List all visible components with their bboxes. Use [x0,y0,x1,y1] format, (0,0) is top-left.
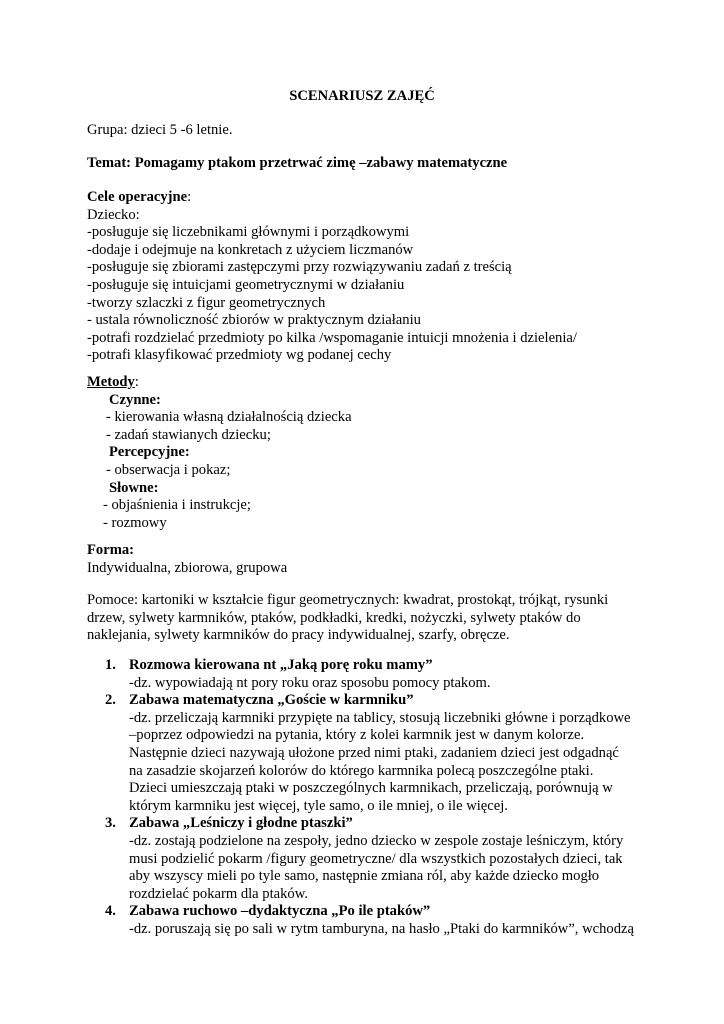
forma-heading: Forma: [87,542,135,558]
cele-item: -tworzy szlaczki z figur geometrycznych [87,294,326,311]
grupa-line: Grupa: dzieci 5 -6 letnie. [87,122,233,138]
slowne-heading: Słowne: [109,479,159,496]
czynne-item: - zadań stawianych dziecku; [106,426,271,443]
slowne-item: - rozmowy [103,514,167,531]
zabawa-item: 4. Zabawa ruchowo –dydaktyczna „Po ile ptaków” -dz. poruszają się po sali w rytm tamburyna, na hasło „Ptaki do karmników”, wchodzą [105,903,665,938]
pomoce-paragraph: Pomoce: kartoniki w kształcie figur geometrycznych: kwadrat, prostokąt, trójkąt, rysunki drzew, sylwety karmników, ptaków, podkładki, kredki, nożyczki, sylwety ptaków do naklejania, sylwety karmników do pracy indywidualnej, szarfy, obręcze. [87,592,609,644]
cele-section: Cele operacyjne: Dziecko: -posługuje się liczebnikami głównymi i porządkowymi -dodaje i odejmuje na konkretach z użyciem liczmanów -posługuje się zbiorami zastępczymi przy rozwiązywaniu zadań z treścią -posługuje się intuicjami geometrycznymi w działaniu -tworzy szlaczki z figur geometrycznych - ustala równoliczność zbiorów w praktycznym działaniu -potrafi rozdzielać przedmioty po kilka /wspomaganie intuicji mnożenia i dzielenia/ -potrafi klasyfikować przedmioty wg podanej cechy [87,189,647,365]
czynne-heading: Czynne: [109,391,161,408]
item-title: Zabawa „Leśniczy i głodne ptaszki” [129,815,353,832]
zabawa-item: 2. Zabawa matematyczna „Goście w karmniku” -dz. przeliczają karmniki przypięte na tablicy, stosują liczebniki główne i porządkowe –poprzez odpowiedzi na pytania, który z kolei karmnik jest w danym kolorze. Następnie dzieci nazywają ułożone przed nimi ptaki, zadaniem dzieci jest odgadnąć na zasadzie skojarzeń kolorów do którego karmnika polecą poszczególne ptaki. Dzieci umieszczają ptaki w poszczególnych karmnikach, przeliczają, porównują w którym karmniku jest więcej, tyle samo, o ile mniej, o ile więcej. [105,692,665,815]
percepcyjne-item: - obserwacja i pokaz; [106,461,231,478]
item-title: Rozmowa kierowana nt „Jaką porę roku mamy” [129,657,433,673]
item-number: 3. [105,815,116,832]
cele-item: -dodaje i odejmuje na konkretach z użyciem liczmanów [87,241,414,258]
temat-line: Temat: Pomagamy ptakom przetrwać zimę –zabawy matematyczne [87,155,508,171]
cele-heading: Cele operacyjne [87,189,188,205]
czynne-item: - kierowania własną działalnością dziecka [106,409,352,426]
forma-section [87,542,647,577]
zabawy-list [105,657,665,939]
slowne-item: - objaśnienia i instrukcje; [103,497,251,514]
percepcyjne-heading: Percepcyjne: [109,444,190,461]
item-title: Zabawa matematyczna „Goście w karmniku” [129,692,414,709]
cele-item: -posługuje się liczebnikami głównymi i porządkowymi [87,224,410,241]
cele-item: - ustala równoliczność zbiorów w praktycznym działaniu [87,312,421,329]
zabawa-item: 3. Zabawa „Leśniczy i głodne ptaszki” -dz. zostają podzielone na zespoły, jedno dziecko w zespole zostaje leśniczym, który musi podzielić pokarm /figury geometryczne/ dla wszystkich pozostałych dzieci, tak aby wszyscy mieli po tyle samo, następnie zmiana ról, aby każde dziecko mogło rozdzielać pokarm dla ptaków. [105,815,665,903]
metody-section: Metody: Czynne: - kierowania własną działalnością dziecka - zadań stawianych dziecku; Percepcyjne: - obserwacja i pokaz; Słowne: - objaśnienia i instrukcje; - rozmowy [87,374,647,532]
cele-item: -posługuje się zbiorami zastępczymi przy rozwiązywaniu zadań z treścią [87,259,512,276]
item-number: 1. [105,657,116,673]
cele-intro: Dziecko: [87,206,140,223]
metody-heading: Metody [87,374,135,390]
cele-item: -posługuje się intuicjami geometrycznymi w działaniu [87,276,405,293]
cele-item: -potrafi klasyfikować przedmioty wg podanej cechy [87,347,392,364]
item-number: 2. [105,692,116,709]
cele-item: -potrafi rozdzielać przedmioty po kilka /wspomaganie intuicji mnożenia i dzielenia/ [87,329,577,346]
item-number: 4. [105,903,116,920]
document-title: SCENARIUSZ ZAJĘĆ [289,88,435,104]
forma-value: Indywidualna, zbiorowa, grupowa [87,559,288,576]
zabawa-item: 1. Rozmowa kierowana nt „Jaką porę roku mamy” -dz. wypowiadają nt pory roku oraz sposobu pomocy ptakom. [105,657,665,692]
item-title: Zabawa ruchowo –dydaktyczna „Po ile ptaków” [129,903,431,920]
